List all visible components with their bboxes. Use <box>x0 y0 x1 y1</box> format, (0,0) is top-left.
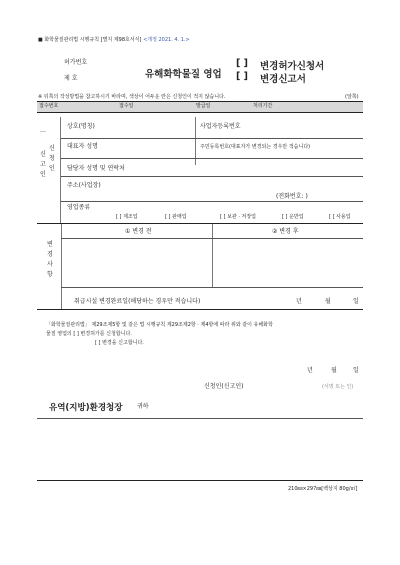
type-use-checkbox[interactable]: [ ] 사용업 <box>329 214 351 220</box>
decision-date-label: 발급일 <box>196 103 211 109</box>
law-ref-text: ■ 화학물질관리법 시행규칙 [별지 제98호서식] <box>38 37 142 43</box>
box-change-permit[interactable]: [ ] <box>236 58 248 69</box>
statement-line-3[interactable]: [ ] 변경을 신고합니다. <box>95 340 144 346</box>
phone-number-field[interactable]: (전화번호: ) <box>276 193 308 200</box>
type-storage-checkbox[interactable]: [ ] 보관 · 저장업 <box>220 214 256 220</box>
facility-month-label: 월 <box>325 298 331 305</box>
instruction-notice: ※ 뒤쪽의 작성방법을 참고하시기 바라며, 색상이 어두운 란은 신청인이 적지 않습니다. <box>38 94 226 100</box>
recipient-honorific: 귀하 <box>137 403 149 410</box>
after-change-header: ② 변경 후 <box>272 228 299 235</box>
revision-date: <개정 2021. 4. 1.> <box>143 37 190 43</box>
title-change-report: 변경신고서 <box>260 74 306 85</box>
receipt-number-label: 접수번호 <box>39 103 59 109</box>
facility-day-label: 일 <box>353 298 359 305</box>
address-label: 주소(사업장) <box>67 182 101 189</box>
signature-field[interactable]: (서명 또는 인) <box>322 384 354 390</box>
statement-line-2[interactable]: 물질 영업의 [ ] 변경허가를 신청합니다. <box>46 331 132 337</box>
paper-spec: 210㎜×297㎜[백상지 80g/㎡] <box>288 486 358 492</box>
page-side-label: (앞쪽) <box>345 94 359 100</box>
type-sales-checkbox[interactable]: [ ] 판매업 <box>165 214 187 220</box>
date-year-label: 년 <box>307 367 313 374</box>
business-type-label: 영업종류 <box>67 204 91 211</box>
resident-number-label: 주민등록번호(대표자가 변경되는 경우만 적습니다) <box>200 144 311 150</box>
facility-change-date-label: 취급시설 변경완료일(해당하는 경우만 적습니다) <box>74 298 201 305</box>
applicant-side-label: 신청인 <box>49 145 55 172</box>
permit-number-field[interactable]: 제 호 <box>64 75 78 82</box>
reporter-side-label: 신고인 <box>40 151 46 178</box>
receipt-date-label: 접수일 <box>119 103 134 109</box>
law-reference <box>38 37 190 43</box>
applicant-signature-label: 신청인(신고인) <box>204 383 244 390</box>
representative-name-label: 대표자 성명 <box>67 143 98 150</box>
business-name-label: 상호(명칭) <box>67 123 95 130</box>
business-reg-number-label: 사업자등록번호 <box>200 123 241 130</box>
facility-year-label: 년 <box>296 298 302 305</box>
type-transport-checkbox[interactable]: [ ] 운반업 <box>282 214 304 220</box>
applicant-divider-mark: ㅡ <box>40 129 46 136</box>
title-change-permit: 변경허가신청서 <box>260 61 325 72</box>
after-change-field[interactable] <box>213 239 362 286</box>
box-change-report[interactable]: [ ] <box>236 71 248 82</box>
permit-number-label: 허가번호 <box>64 59 88 66</box>
statement-line-1: 「화학물질관리법」 제29조제5항 및 같은 법 시행규칙 제29조제2항 · 제4항에 따라 위와 같이 유해화학 <box>46 322 273 328</box>
before-change-header: ① 변경 전 <box>125 228 152 235</box>
processing-period-label: 처리기간 <box>253 103 273 109</box>
date-day-label: 일 <box>353 367 359 374</box>
recipient-office: 유역(지방)환경청장 <box>49 403 123 413</box>
form-title-main: 유해화학물질 영업 <box>145 69 222 80</box>
type-manufacturing-checkbox[interactable]: [ ] 제조업 <box>116 214 138 220</box>
date-month-label: 월 <box>331 367 337 374</box>
manager-contact-label: 담당자 성명 및 연락처 <box>67 165 125 172</box>
change-side-label: 변경사항 <box>47 241 53 278</box>
before-change-field[interactable] <box>62 239 211 286</box>
